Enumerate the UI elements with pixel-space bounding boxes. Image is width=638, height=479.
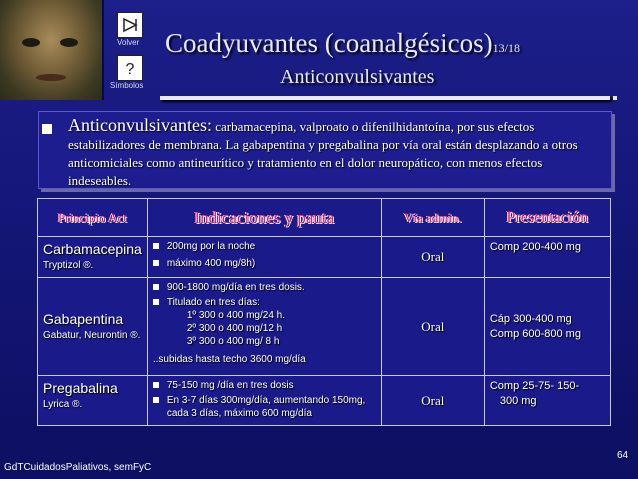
indications-cell — [147, 278, 381, 376]
presentation-item: Comp 600-800 mg — [489, 327, 581, 340]
presentation-item: 300 mg — [499, 395, 537, 407]
symbols-button-label: Símbolos — [110, 81, 144, 90]
indication-item: 200mg por la noche — [153, 240, 376, 253]
title-divider — [160, 96, 610, 100]
portrait-eye-right — [60, 38, 78, 47]
intro-paragraph — [68, 116, 603, 190]
intro-lead: Anticonvulsivantes: — [68, 115, 212, 135]
footer-credit: GdTCuidadosPaliativos, semFyC — [4, 462, 152, 473]
indication-item: máximo 400 mg/8h) — [153, 257, 376, 270]
portrait-eye-left — [22, 38, 40, 47]
back-button[interactable] — [117, 12, 143, 38]
header-active-ingredient: Principio Act — [38, 199, 148, 237]
indication-item: 900-1800 mg/día en tres dosis. — [153, 281, 376, 294]
brand-name: Gabatur, Neurontin ®. — [43, 329, 141, 341]
drug-name: Carbamacepina — [43, 241, 142, 257]
drug-cell — [38, 376, 148, 426]
drug-name: Gabapentina — [43, 310, 124, 327]
page-number: 64 — [617, 450, 629, 461]
route-cell: Oral — [381, 278, 484, 376]
header-route: Vía admin. — [381, 199, 484, 237]
indication-item: Titulado en tres días: — [153, 296, 376, 309]
table-row — [38, 376, 611, 426]
symbols-button[interactable] — [117, 55, 143, 81]
drug-table — [37, 198, 611, 426]
title-divider-dot — [613, 96, 617, 100]
presentation-cell — [484, 278, 610, 376]
presentation-item: Cáp 300-400 mg — [489, 312, 572, 325]
presentation-cell — [484, 237, 610, 278]
table-header-row — [38, 199, 611, 237]
indication-item: En 3-7 días 300mg/día, aumentando 150mg, cada 3 días, máximo 600 mg/día — [153, 394, 376, 420]
header-presentation: Presentación — [484, 199, 610, 237]
slide-title — [165, 28, 520, 59]
back-arrow-icon — [121, 16, 139, 34]
brand-name: Lyrica ®. — [43, 399, 83, 410]
bullet-icon — [42, 124, 52, 134]
portrait-mouth — [36, 74, 66, 81]
drug-cell — [38, 237, 148, 278]
indication-note: ..subidas hasta techo 3600 mg/día — [152, 354, 306, 365]
indication-item: 75-150 mg /día en tres dosis — [153, 379, 376, 392]
slide-counter: 13/18 — [492, 41, 520, 55]
question-icon — [121, 59, 139, 77]
slide-subtitle: Anticonvulsivantes — [280, 66, 435, 88]
header-indications: Indicaciones y pauta — [147, 199, 381, 237]
back-button-label: Volver — [117, 38, 140, 47]
titration-step: 2º 300 o 400 mg/12 h — [186, 323, 283, 334]
route-cell: Oral — [381, 237, 484, 278]
table-row — [38, 237, 611, 278]
svg-text:?: ? — [125, 61, 135, 77]
drug-cell — [38, 278, 148, 376]
route-cell: Oral — [381, 376, 484, 426]
indications-cell — [147, 376, 381, 426]
intro-body: carbamacepina, valproato o difenilhidantoína, por sus efectos estabilizadores de membrana. La gabapentina y pregabalina por vía oral están desplazando a otros anticomiciales como antineurítico y tratamiento en el dolor neuropático, con menos efectos indeseables. — [68, 119, 578, 188]
table-row — [38, 278, 611, 376]
brand-name: Tryptizol ®. — [43, 260, 94, 271]
titration-step: 1º 300 o 400 mg/24 h. — [186, 310, 286, 321]
presentation-item: Comp 200-400 mg — [489, 241, 581, 253]
slide-title-text: Coadyuvantes (coanalgésicos) — [165, 28, 493, 58]
portrait-image — [0, 0, 104, 100]
presentation-item: Comp 25-75- 150- — [489, 380, 580, 392]
drug-name: Pregabalina — [43, 380, 118, 396]
indications-cell — [147, 237, 381, 278]
titration-step: 3º 300 o 400 mg/ 8 h — [186, 336, 280, 347]
presentation-cell — [484, 376, 610, 426]
